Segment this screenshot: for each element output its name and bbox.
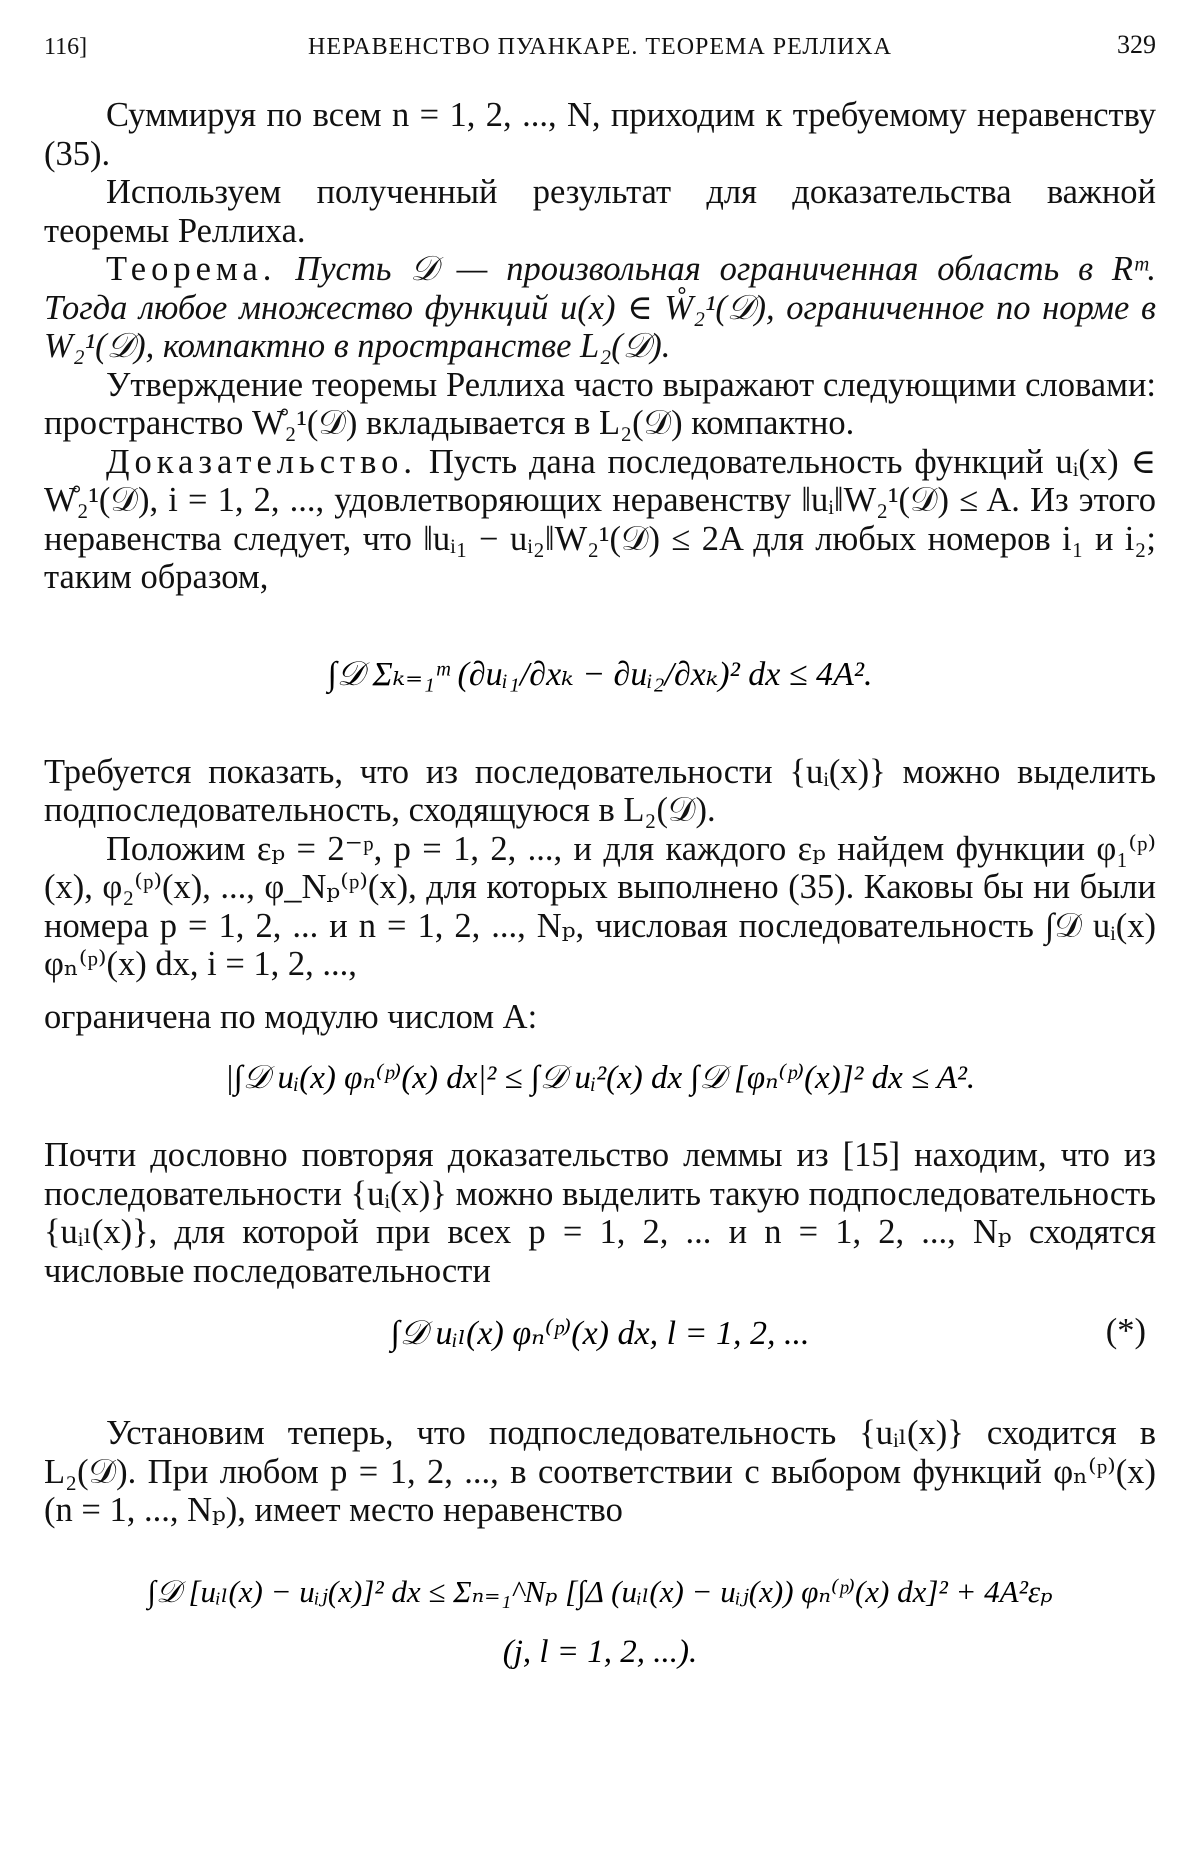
formula-star-svg	[44, 1294, 1156, 1394]
formula-final-inequality	[44, 1530, 1156, 1690]
formula-final-inequality-text: ∫𝒟 [uᵢₗ(x) − uᵢⱼ(x)]² dx ≤ Σₙ₌₁^Nₚ [∫Δ (uᵢₗ(x) − uᵢⱼ(x)) φₙ⁽ᵖ⁾(x) dx]² + 4A²εₚ	[147, 1573, 1053, 1609]
formula-gradient-bound-text: ∫𝒟 Σₖ₌₁ᵐ (∂uᵢ₁/∂xₖ − ∂uᵢ₂/∂xₖ)² dx ≤ 4A².	[327, 655, 873, 693]
proof-heading: Доказательство.	[106, 442, 418, 481]
formula-cauchy-bound	[44, 1036, 1156, 1136]
formula-star-text: ∫𝒟 uᵢₗ(x) φₙ⁽ᵖ⁾(x) dx, l = 1, 2, ...	[390, 1315, 810, 1352]
paragraph-7: Почти дословно повторяя доказательство леммы из [15] находим, что из последовательности {uᵢ(x)} можно выделить такую подпоследовательность {uᵢₗ(x)}, для которой при всех p = 1, 2, ... и n = 1, 2, ..., Nₚ сходятся числовые последовательности	[44, 1136, 1156, 1290]
proof	[44, 443, 1156, 597]
equation-tag: (*)	[1105, 1312, 1146, 1350]
formula-final-condition: (j, l = 1, 2, ...).	[502, 1633, 698, 1670]
paragraph-6: ограничена по модулю числом A:	[44, 997, 538, 1036]
proof-text: Пусть дана последовательность функций uᵢ(x) ∈ W̊₂¹(𝒟), i = 1, 2, ..., удовлетворяющих неравенству ‖uᵢ‖W₂¹(𝒟) ≤ A. Из этого неравенства следует, что ‖uᵢ₁ − uᵢ₂‖W₂¹(𝒟) ≤ 2A для любых номеров i₁ и i₂; таким образом,	[44, 442, 1157, 596]
paragraph-3: Утверждение теоремы Реллиха часто выражают следующими словами: пространство W̊₂¹(𝒟) вкладывается в L₂(𝒟) компактно.	[44, 365, 1156, 442]
theorem	[44, 250, 1156, 366]
paragraph-1: Суммируя по всем n = 1, 2, ..., N, приходим к требуемому неравенству (35).	[44, 96, 1156, 173]
page-body	[44, 96, 1156, 1690]
formula-cauchy-bound-text: |∫𝒟 uᵢ(x) φₙ⁽ᵖ⁾(x) dx|² ≤ ∫𝒟 uᵢ²(x) dx ∫𝒟 [φₙ⁽ᵖ⁾(x)]² dx ≤ A².	[224, 1060, 976, 1096]
formula-star	[44, 1290, 1156, 1414]
formula-gradient-bound-svg	[44, 603, 1156, 753]
formula-gradient-bound	[44, 597, 1156, 753]
section-number: 116]	[44, 34, 88, 60]
page-number: 329	[1117, 30, 1156, 59]
running-title: НЕРАВЕНСТВО ПУАНКАРЕ. ТЕОРЕМА РЕЛЛИХА	[308, 34, 892, 60]
formula-final-inequality-svg	[44, 1540, 1156, 1690]
paragraph-8: Установим теперь, что подпоследовательность {uᵢₗ(x)} сходится в L₂(𝒟). При любом p = 1, 2, ..., в соответствии с выбором функций φₙ⁽ᵖ⁾(x) (n = 1, ..., Nₚ), имеет место неравенство	[44, 1414, 1156, 1529]
paragraph-5: Положим εₚ = 2⁻ᵖ, p = 1, 2, ..., и для каждого εₚ найдем функции φ₁⁽ᵖ⁾(x), φ₂⁽ᵖ⁾(x), ..., φ_Nₚ⁽ᵖ⁾(x), для которых выполнено (35). Каковы бы ни были номера p = 1, 2, ... и n = 1, 2, ..., Nₚ, числовая последовательность ∫𝒟 uᵢ(x) φₙ⁽ᵖ⁾(x) dx, i = 1, 2, ...,	[44, 829, 1156, 983]
paragraph-2: Используем полученный результат для доказательства важной теоремы Реллиха.	[44, 173, 1156, 250]
theorem-heading: Теорема.	[106, 250, 277, 288]
paragraph-4: Требуется показать, что из последовательности {uᵢ(x)} можно выделить подпоследовательность, сходящуюся в L₂(𝒟).	[44, 752, 1156, 829]
running-header	[44, 30, 1156, 70]
theorem-statement: Пусть 𝒟 — произвольная ограниченная область в Rᵐ. Тогда любое множество функций u(x) ∈ W̊₂¹(𝒟), ограниченное по норме в W₂¹(𝒟), компактно в пространстве L₂(𝒟).	[44, 250, 1157, 365]
formula-cauchy-bound-svg	[44, 1040, 1156, 1136]
